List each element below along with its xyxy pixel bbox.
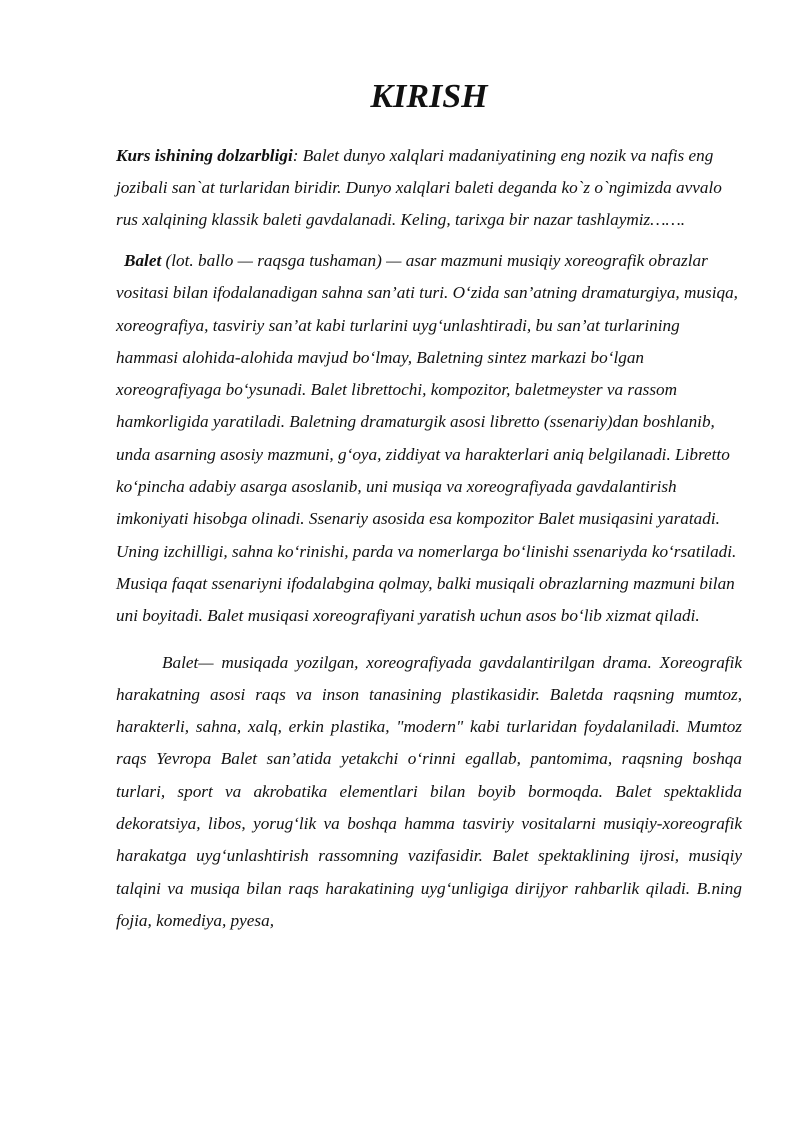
- paragraph-lead-ballet: Balet: [124, 251, 162, 270]
- paragraph-text-ballet-definition: (lot. ballo — raqsga tushaman) — asar mazmuni musiqiy xoreografik obrazlar vositasi bilan ifodalanadigan sahna san’ati turi. O‘zida san’atning dramaturgiya, musiqa, xoreografiya, tasviriy san’at kabi turlarini uyg‘unlashtiradi, bu san’at turlarining hammasi alohida-alohida mavjud bo‘lmay, Baletning sintez markazi bo‘lgan xoreografiyaga bo‘ysunadi. Balet librettochi, kompozitor, baletmeyster va rassom hamkorligida yaratiladi. Baletning dramaturgik asosi libretto (ssenariy)dan boshlanib, unda asarning asosiy mazmuni, g‘oya, ziddiyat va harakterlari aniq belgilanadi. Libretto ko‘pincha adabiy asarga asoslanib, uni musiqa va xoreografiyada gavdalantirish imkoniyati hisobga olinadi. Ssenariy asosida esa kompozitor Balet musiqasini yaratadi. Uning izchilligi, sahna ko‘rinishi, parda va nomerlarga bo‘linishi ssenariyda ko‘rsatiladi. Musiqa faqat ssenariyni ifodalabgina qolmay, balki musiqali obrazlarning mazmuni bilan uni boyitadi. Balet musiqasi xoreografiyani yaratish uchun asos bo‘lib xizmat qiladi.: [116, 251, 738, 626]
- paragraph-ballet-drama: Balet— musiqada yozilgan, xoreografiyada gavdalantirilgan drama. Xoreografik harakatning asosi raqs va inson tanasining plastikasidir. Baletda raqsning mumtoz, harakterli, sahna, xalq, erkin plastika, "modern" kabi turlaridan foydalaniladi. Mumtoz raqs Yevropa Balet san’atida yetakchi o‘rinni egallab, pantomima, raqsning boshqa turlari, sport va akrobatika elementlari bilan boyib bormoqda. Balet spektaklida dekoratsiya, libos, yorug‘lik va boshqa hamma tasviriy vositalarni musiqiy-xoreografik harakatga uyg‘unlashtirish rassomning vazifasidir. Balet spektaklining ijrosi, musiqiy talqini va musiqa bilan raqs harakatining uyg‘unligiga dirijyor rahbarlik qiladi. B.ning fojia, komediya, pyesa,: [116, 652, 742, 930]
- paragraph-lead-relevance: Kurs ishining dolzarbligi: [116, 146, 293, 165]
- paragraph-text-relevance: : Balet dunyo xalqlari madaniyatining eng nozik va nafis eng jozibali san`at turlaridan biridir. Dunyo xalqlari baleti deganda ko`z o`ngimizda avvalo rus xalqining klassik baleti gavdalanadi. Keling, tarixga bir nazar tashlaymiz…….: [116, 146, 722, 229]
- paragraph-relevance: [116, 140, 742, 236]
- page-title: KIRISH: [370, 78, 488, 115]
- document-body: [116, 140, 742, 937]
- paragraph-ballet-definition: [116, 245, 742, 633]
